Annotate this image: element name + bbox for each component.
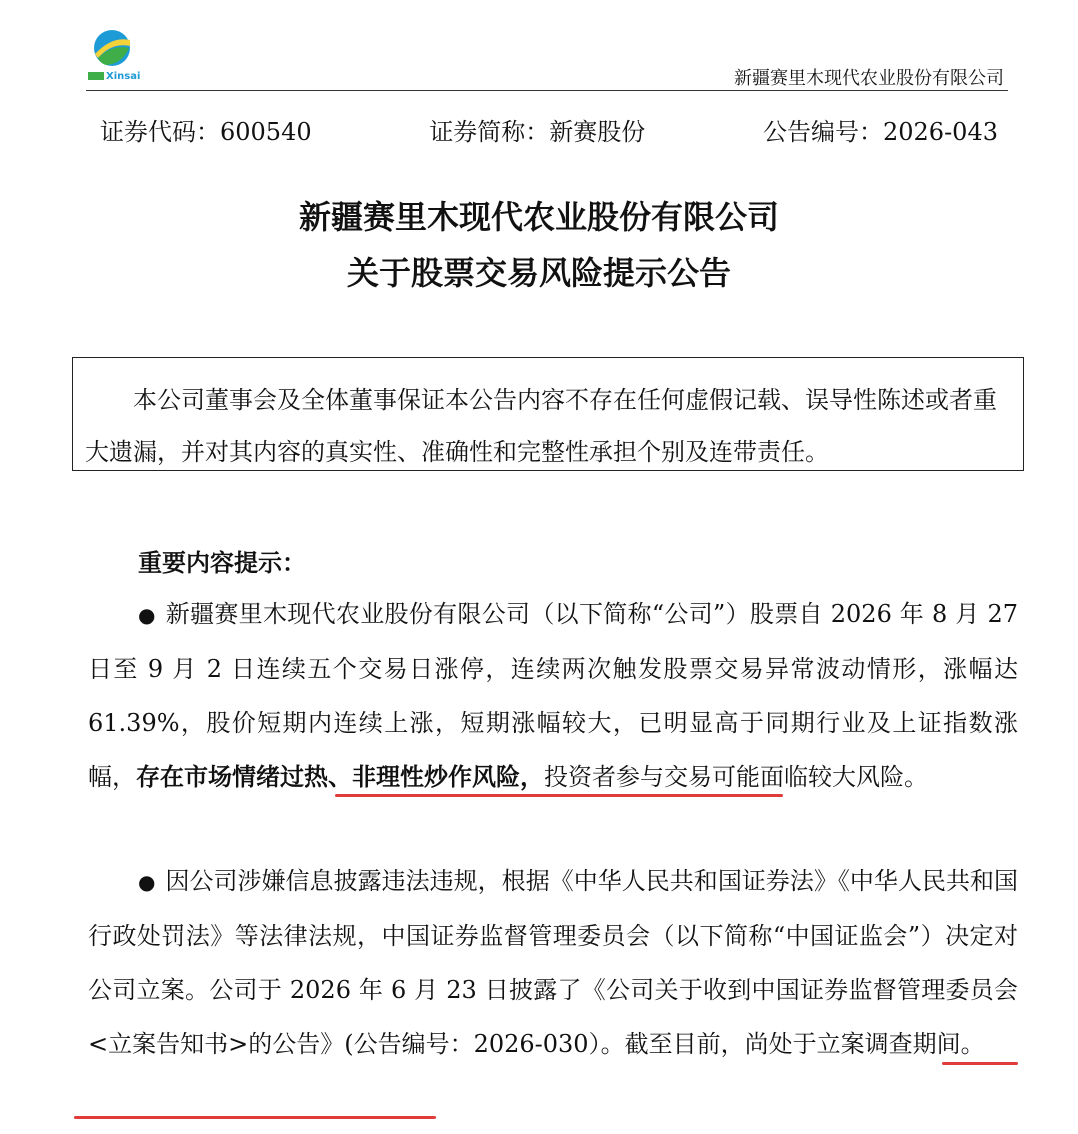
title-line-1: 新疆赛里木现代农业股份有限公司 — [298, 198, 779, 236]
header-company-name: 新疆赛里木现代农业股份有限公司 — [734, 68, 1004, 89]
title-line-2: 关于股票交易风险提示公告 — [346, 254, 731, 292]
red-underline-2 — [942, 1062, 1018, 1065]
logo-emblem-icon — [92, 28, 132, 68]
bullet-icon: ● — [138, 870, 156, 894]
red-underline-1 — [335, 794, 783, 797]
announcement-number: 公告编号：2026-043 — [763, 118, 998, 146]
stock-code: 证券代码：600540 — [100, 118, 312, 146]
stock-short-name: 证券简称：新赛股份 — [429, 118, 646, 146]
declaration-box: 本公司董事会及全体董事保证本公告内容不存在任何虚假记载、误导性陈述或者重大遗漏，并对其内容的真实性、准确性和完整性承担个别及连带责任。 — [72, 357, 1024, 471]
p1-bold-warning: 存在市场情绪过热、非理性炒作风险， — [136, 763, 544, 791]
company-logo — [86, 26, 146, 84]
p1-text-end: 投资者参与交易可能面临较大风险。 — [544, 763, 928, 791]
meta-row — [100, 112, 998, 147]
paragraph-trading-risk — [88, 587, 1018, 804]
p2-text: 因公司涉嫌信息披露违法违规，根据《中华人民共和国证券法》《中华人民共和国行政处罚法》等法律法规，中国证券监督管理委员会（以下简称“中国证监会”）决定对公司立案。公司于 2026 年 6 月 23 日披露了《公司关于收到中国证券监督管理委员会<立案告知书>的公告》(公告编号：2026-030）。 — [88, 867, 1018, 1058]
header-divider — [86, 90, 1008, 91]
red-underline-3 — [74, 1116, 436, 1119]
bullet-icon: ● — [138, 603, 156, 627]
logo-wordmark: Xinsai — [88, 71, 140, 82]
p2-emphasis: 截至目前，尚处于立案调查期间。 — [624, 1030, 985, 1058]
paragraph-investigation — [88, 854, 1018, 1071]
section-heading: 重要内容提示： — [138, 549, 306, 577]
p1-text: 新疆赛里木现代农业股份有限公司（以下简称“公司”）股票自 2026 年 8 月 27 日至 9 月 2 日连续五个交易日涨停，连续两次触发股票交易异常波动情形，涨幅达 61.39%，股价短期内连续上涨，短期涨幅较大，已明显高于同期行业及上证指数涨幅， — [88, 600, 1018, 791]
